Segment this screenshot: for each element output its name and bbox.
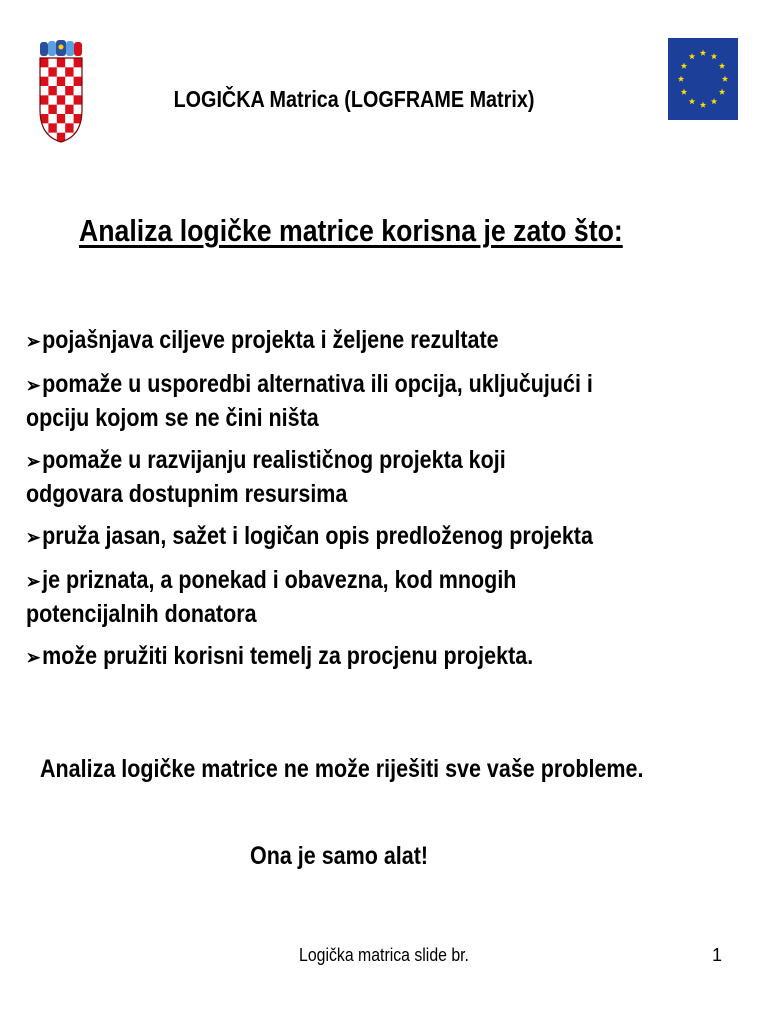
page-number: 1 — [712, 945, 723, 965]
bullet-item — [26, 444, 594, 510]
bullet-text: je priznata, a ponekad i obavezna, kod mnogih potencijalnih donatora — [26, 566, 517, 628]
bullet-text: pomaže u usporedbi alternativa ili opcija, uključujući i opciju kojom se ne čini ništa — [26, 370, 593, 432]
bullet-item — [26, 324, 594, 358]
crown-icon — [40, 40, 82, 56]
bullet-text: pruža jasan, sažet i logičan opis predloženog projekta — [42, 522, 593, 550]
bullet-text: pomaže u razvijanju realističnog projekta koji odgovara dostupnim resursima — [26, 446, 506, 508]
bullet-text: pojašnjava ciljeve projekta i željene rezultate — [42, 326, 499, 354]
bullet-text: može pružiti korisni temelj za procjenu projekta. — [42, 642, 534, 670]
bullet-item — [26, 640, 594, 674]
bullet-item — [26, 520, 594, 554]
arrowhead-bullet-icon: ➢ — [26, 331, 41, 353]
note-text: Analiza logičke matrice ne može riješiti sve vaše probleme. — [40, 755, 644, 783]
page-title: LOGIČKA Matrica (LOGFRAME Matrix) — [173, 86, 535, 112]
arrowhead-bullet-icon: ➢ — [26, 571, 41, 593]
arrowhead-bullet-icon: ➢ — [26, 451, 41, 473]
slide-subtitle: Analiza logičke matrice korisna je zato što: — [79, 213, 623, 248]
eu-flag-icon — [668, 38, 738, 120]
arrowhead-bullet-icon: ➢ — [26, 375, 41, 397]
arrowhead-bullet-icon: ➢ — [26, 527, 41, 549]
bullet-item — [26, 368, 594, 434]
closing-text: Ona je samo alat! — [250, 842, 429, 870]
footer-text: Logička matrica slide br. — [299, 945, 469, 965]
bullet-item — [26, 564, 594, 630]
arrowhead-bullet-icon: ➢ — [26, 647, 41, 669]
bullet-list — [26, 324, 594, 684]
